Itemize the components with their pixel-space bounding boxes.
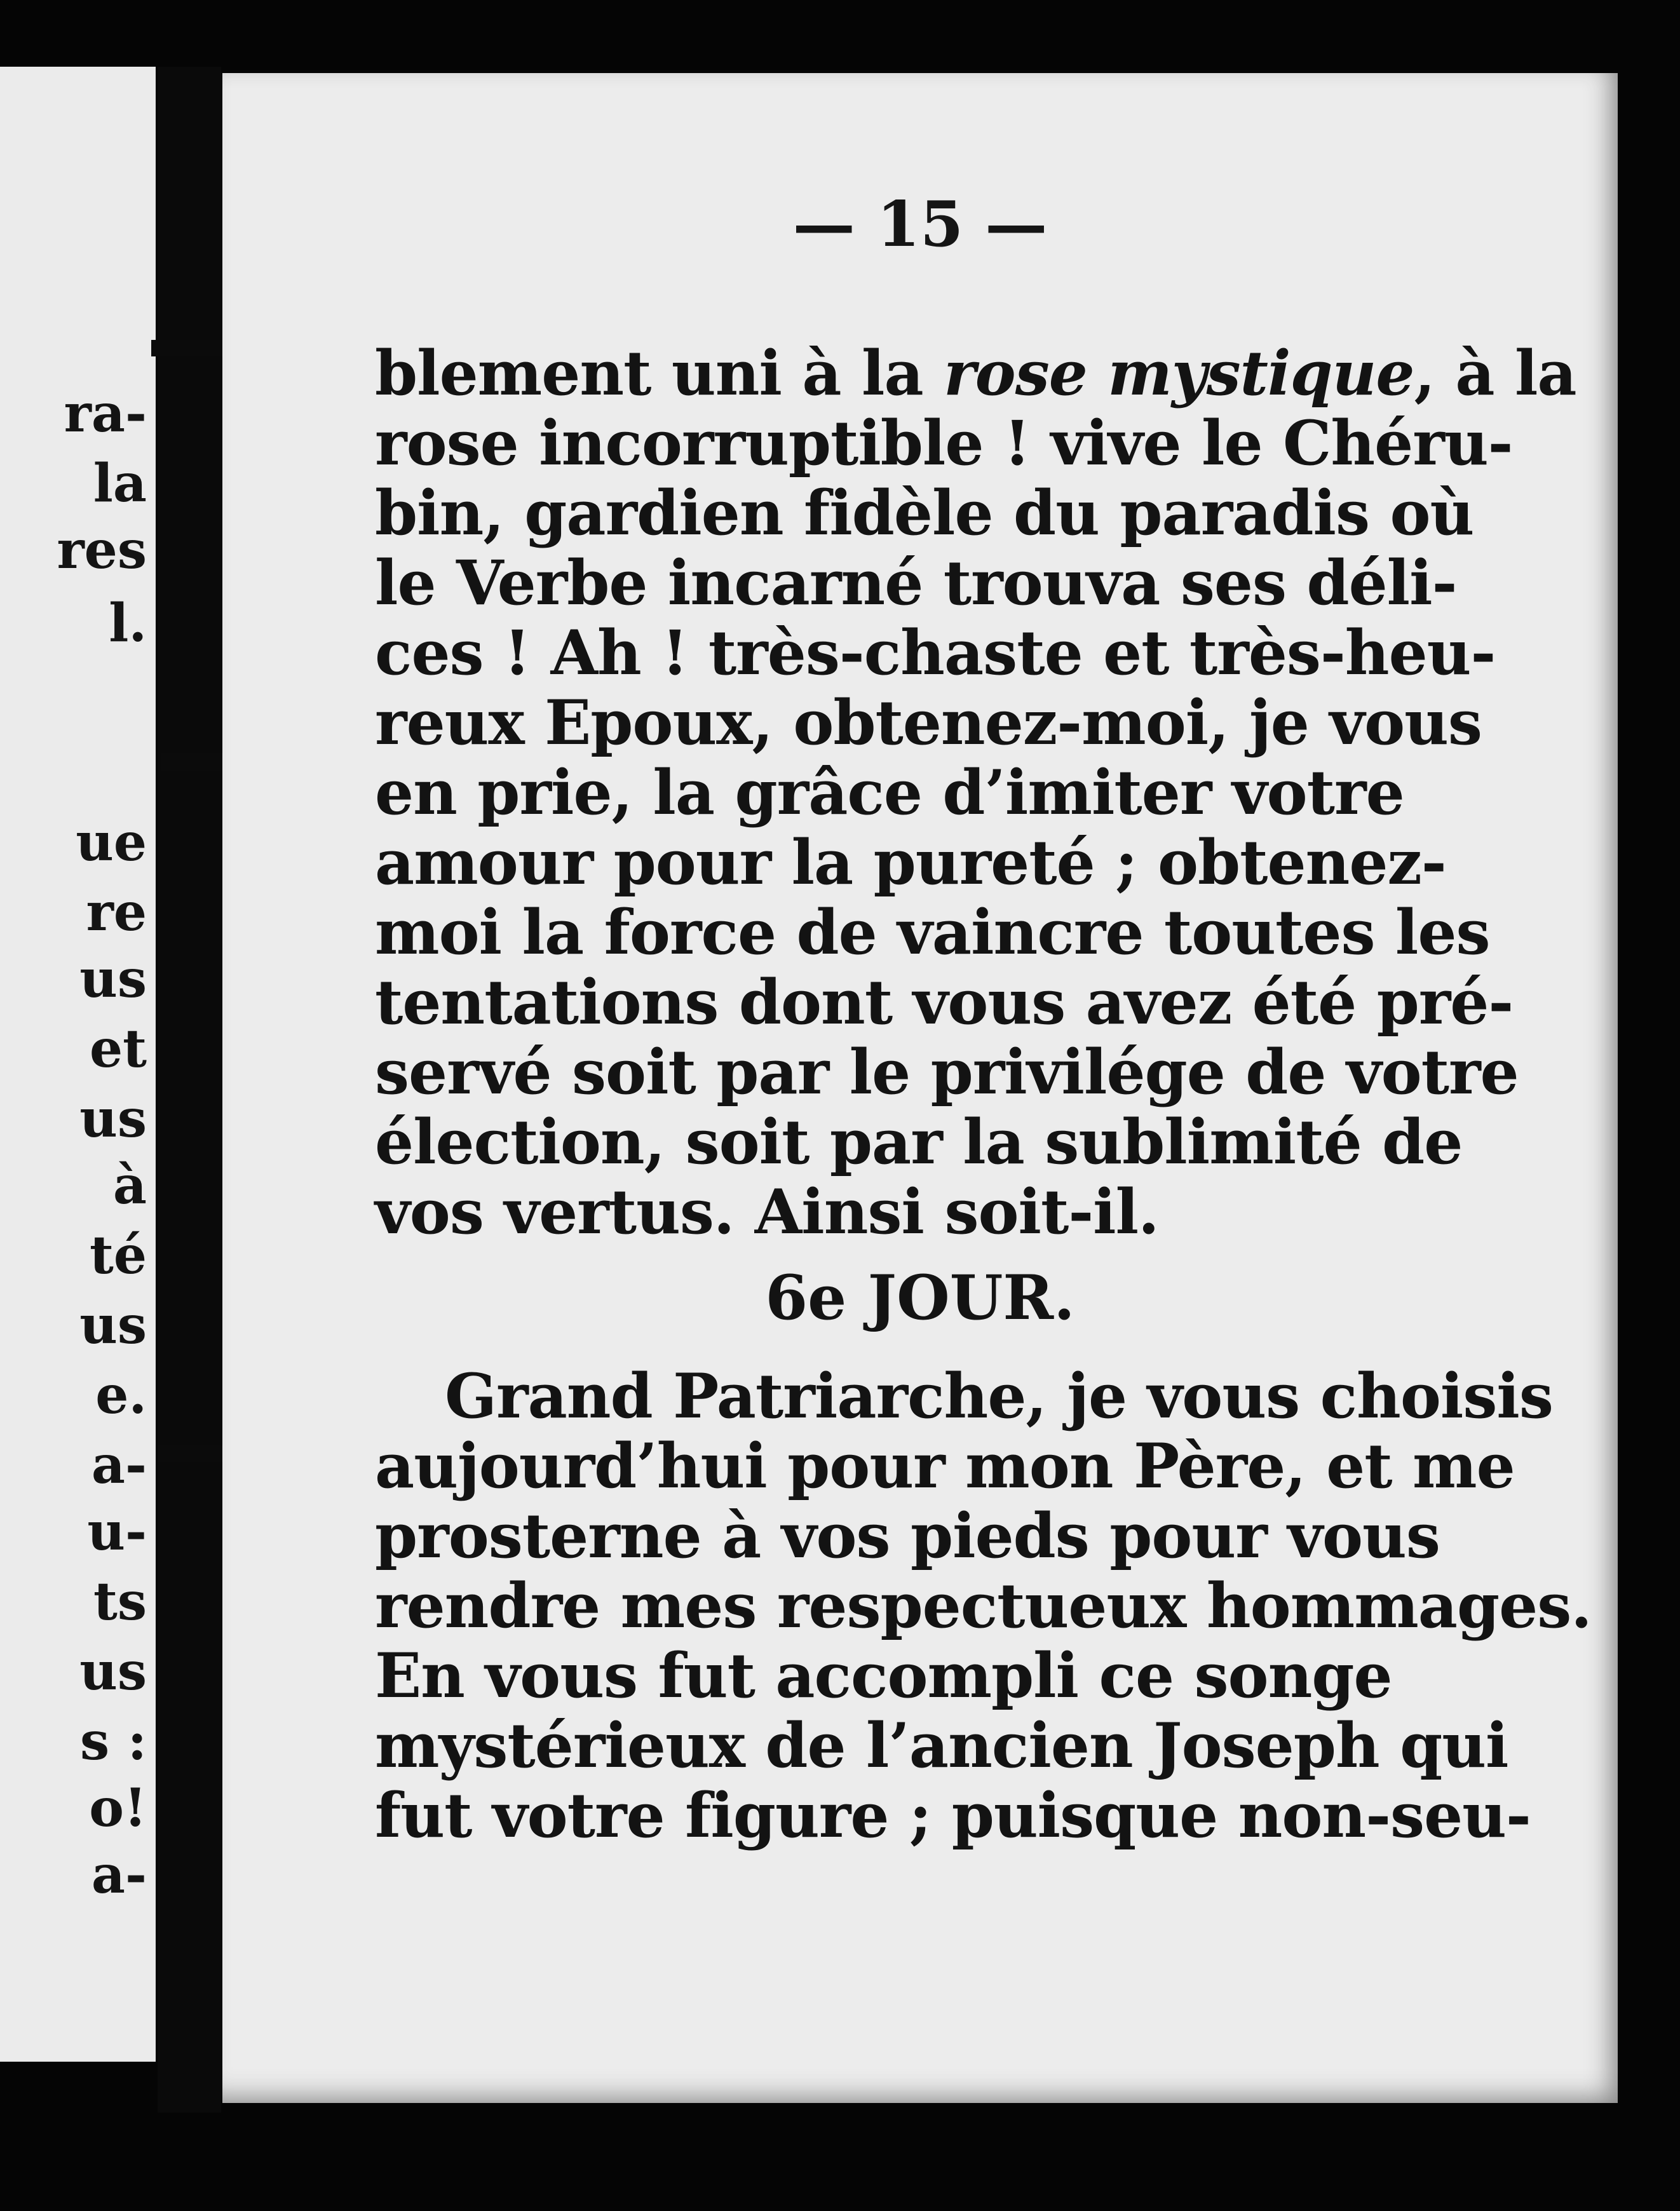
text-line: aujourd’hui pour mon Père, et me: [375, 1430, 1515, 1502]
left-fragment: res: [57, 520, 147, 581]
book-page: [222, 73, 1618, 2103]
text-line: moi la force de vaincre toutes les: [375, 896, 1490, 968]
left-fragment: ra-: [64, 383, 147, 444]
text-line: en prie, la grâce d’imiter votre: [375, 757, 1404, 828]
left-fragment: l.: [109, 593, 147, 654]
text-line: [375, 337, 1576, 409]
left-fragment: a-: [91, 1844, 147, 1905]
text-line: amour pour la pureté ; obtenez-: [375, 827, 1446, 898]
left-fragment: re: [86, 882, 147, 943]
text-line: rose incorruptible ! vive le Chéru-: [375, 407, 1513, 479]
left-fragment: ue: [76, 812, 147, 873]
left-fragment: té: [89, 1225, 147, 1286]
left-fragment: us: [79, 1088, 147, 1149]
page-number: — 15 —: [792, 188, 1048, 261]
text-line: bin, gardien fidèle du paradis où: [375, 477, 1474, 549]
text-line: élection, soit par la sublimité de: [375, 1106, 1463, 1178]
left-fragment: à: [112, 1155, 147, 1216]
text-line: Grand Patriarche, je vous choisis: [445, 1360, 1553, 1432]
left-fragment: o!: [89, 1778, 147, 1839]
left-fragment: s :: [80, 1711, 147, 1772]
left-fragment: ts: [93, 1571, 147, 1632]
left-fragment: us: [79, 1295, 147, 1356]
text-line: fut votre figure ; puisque non-seu-: [375, 1780, 1531, 1851]
left-fragment: e.: [95, 1365, 147, 1426]
left-fragment: et: [89, 1018, 147, 1079]
left-page-fragment: [0, 67, 156, 2062]
left-fragment: u-: [87, 1501, 147, 1562]
left-fragment: us: [79, 949, 147, 1010]
left-fragment: us: [79, 1641, 147, 1702]
text-line: rendre mes respectueux hommages.: [375, 1570, 1592, 1642]
left-fragment: la: [93, 453, 147, 514]
text-line: le Verbe incarné trouva ses déli-: [375, 547, 1457, 619]
text-line: mystérieux de l’ancien Joseph qui: [375, 1710, 1508, 1782]
text-line: prosterne à vos pieds pour vous: [375, 1500, 1440, 1572]
text-line: vos vertus. Ainsi soit-il.: [375, 1176, 1159, 1248]
book-gutter: [158, 67, 221, 2113]
text-line: servé soit par le privilége de votre: [375, 1036, 1519, 1108]
text-line: ces ! Ah ! très-chaste et très-heu-: [375, 617, 1496, 689]
italic-phrase: rose mystique: [944, 337, 1414, 409]
text-segment: , à la: [1414, 337, 1576, 409]
text-line: reux Epoux, obtenez-moi, je vous: [375, 687, 1482, 759]
text-segment: blement uni à la: [375, 337, 944, 409]
text-line: En vous fut accompli ce songe: [375, 1640, 1392, 1712]
left-fragment: a-: [91, 1435, 147, 1496]
section-heading: 6e JOUR.: [765, 1262, 1075, 1334]
text-line: tentations dont vous avez été pré-: [375, 966, 1514, 1038]
